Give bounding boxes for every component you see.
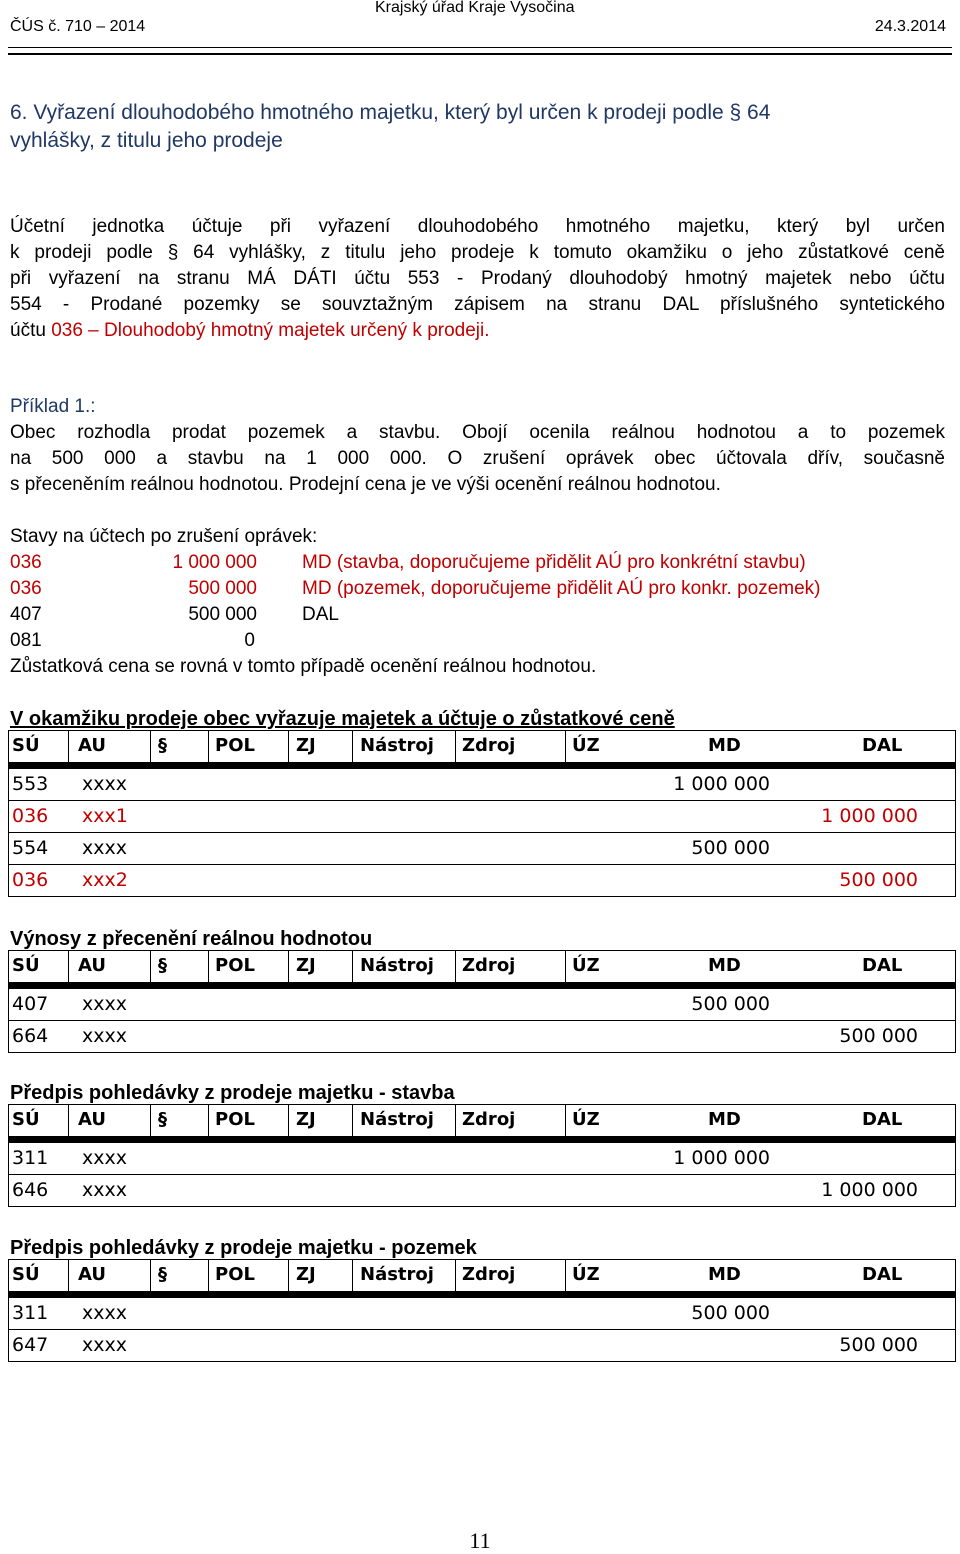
row-dal: 500 000 [839,1334,918,1356]
intro-paragraph [10,214,945,344]
column-divider [955,730,956,763]
balance-acct: 081 [10,630,42,651]
column-header: § [158,1264,167,1285]
row-su: 036 [12,869,49,891]
column-divider [352,950,353,983]
column-header: ÚZ [572,955,600,976]
balance-note: MD (stavba, doporučujeme přidělit AÚ pro konkrétní stavbu) [302,552,806,573]
row-md: 1 000 000 [673,773,770,795]
intro-account-036: 036 – Dlouhodobý hmotný majetek určený k prodeji. [51,320,490,341]
column-divider [565,950,566,983]
column-divider [455,950,456,983]
column-header: AU [78,955,106,976]
column-header: AU [78,735,106,756]
row-su: 311 [12,1147,49,1169]
column-header: SÚ [12,955,40,976]
row-au: xxxx [82,1025,127,1047]
column-header: Nástroj [360,1264,434,1285]
column-header: MD [708,1109,741,1130]
column-divider [352,1259,353,1292]
column-divider [352,730,353,763]
table-title: Předpis pohledávky z prodeje majetku - pozemek [10,1237,477,1259]
row-su: 407 [12,993,49,1015]
row-md: 500 000 [691,1302,770,1324]
example-line: Obec rozhodla prodat pozemek a stavbu. Obojí ocenila reálnou hodnotou a to pozemek [10,422,945,443]
row-su: 664 [12,1025,49,1047]
column-divider [208,730,209,763]
column-header: POL [215,1264,255,1285]
column-divider [955,1259,956,1292]
column-header: ZJ [296,1264,316,1285]
balance-acct: 036 [10,578,42,599]
column-divider [150,950,151,983]
header-center: Krajský úřad Kraje Vysočina [375,0,575,16]
table-row [8,1142,956,1175]
header-right: 24.3.2014 [874,18,946,35]
row-su: 646 [12,1179,49,1201]
column-divider [150,730,151,763]
column-header: MD [708,735,741,756]
table-row [8,768,956,801]
row-dal: 500 000 [839,1025,918,1047]
column-divider [288,950,289,983]
table-title: Výnosy z přecenění reálnou hodnotou [10,928,373,950]
intro-line: Účetní jednotka účtuje při vyřazení dlouhodobého hmotného majetku, který byl určen [10,216,945,237]
row-au: xxx2 [82,869,128,891]
column-header: Nástroj [360,1109,434,1130]
column-header: AU [78,1264,106,1285]
balance-acct: 036 [10,552,42,573]
column-header: DAL [862,955,903,976]
row-au: xxxx [82,1179,127,1201]
column-header: ZJ [296,1109,316,1130]
row-md: 500 000 [691,993,770,1015]
balance-amount: 1 000 000 [172,552,257,573]
column-header: DAL [862,1264,903,1285]
column-header: Nástroj [360,735,434,756]
row-au: xxxx [82,1147,127,1169]
balances-footer: Zůstatková cena se rovná v tomto případě ocenění reálnou hodnotou. [10,656,597,677]
column-divider [352,1104,353,1137]
row-dal: 500 000 [839,869,918,891]
column-header: Zdroj [462,1264,516,1285]
column-header: MD [708,955,741,976]
column-header: ÚZ [572,1264,600,1285]
column-header: SÚ [12,1109,40,1130]
intro-line: při vyřazení na stranu MÁ DÁTI účtu 553 - Prodaný dlouhodobý hmotný majetek nebo účtu [10,268,945,289]
intro-text: účtu [10,320,52,341]
column-divider [955,950,956,983]
intro-line: 554 - Prodané pozemky se souvztažným zápisem na stranu DAL příslušného syntetického [10,294,945,315]
intro-line: k prodeji podle § 64 vyhlášky, z titulu jeho prodeje k tomuto okamžiku o jeho zůstatkové ceně [10,242,945,263]
row-su: 553 [12,773,49,795]
column-header: AU [78,1109,106,1130]
balance-note: MD (pozemek, doporučujeme přidělit AÚ pro konkr. pozemek) [302,578,821,599]
row-md: 1 000 000 [673,1147,770,1169]
section-heading-line2: vyhlášky, z titulu jeho prodeje [10,129,283,152]
column-divider [150,1104,151,1137]
column-divider [208,950,209,983]
row-su: 036 [12,805,49,827]
column-header: ZJ [296,955,316,976]
balance-amount: 0 [244,630,255,651]
column-divider [208,1259,209,1292]
row-dal: 1 000 000 [821,805,918,827]
row-au: xxxx [82,1334,127,1356]
table-title: V okamžiku prodeje obec vyřazuje majetek a účtuje o zůstatkové ceně [10,708,675,730]
column-header: SÚ [12,1264,40,1285]
row-su: 554 [12,837,49,859]
column-header: POL [215,955,255,976]
column-divider [565,1259,566,1292]
column-header: DAL [862,735,903,756]
column-divider [455,1259,456,1292]
column-divider [150,1259,151,1292]
column-divider [455,1104,456,1137]
row-au: xxxx [82,1302,127,1324]
column-header: Nástroj [360,955,434,976]
section-heading-line1: 6. Vyřazení dlouhodobého hmotného majetku, který byl určen k prodeji podle § 64 [10,101,771,124]
column-divider [68,730,69,763]
column-header: DAL [862,1109,903,1130]
row-dal: 1 000 000 [821,1179,918,1201]
page-number: 11 [469,1528,491,1553]
column-header: Zdroj [462,955,516,976]
column-header: POL [215,1109,255,1130]
balance-acct: 407 [10,604,42,625]
column-divider [565,1104,566,1137]
row-su: 311 [12,1302,49,1324]
column-divider [68,1259,69,1292]
header-rule [8,47,952,55]
row-au: xxxx [82,773,127,795]
table-row [8,1297,956,1330]
column-header: ZJ [296,735,316,756]
column-divider [288,1104,289,1137]
column-header: Zdroj [462,735,516,756]
balance-amount: 500 000 [188,604,257,625]
column-header: POL [215,735,255,756]
header-left: ČÚS č. 710 – 2014 [10,18,146,35]
column-divider [565,730,566,763]
table-title: Předpis pohledávky z prodeje majetku - stavba [10,1082,455,1104]
row-au: xxxx [82,837,127,859]
row-au: xxx1 [82,805,128,827]
column-header: § [158,1109,167,1130]
row-md: 500 000 [691,837,770,859]
column-header: Zdroj [462,1109,516,1130]
column-header: MD [708,1264,741,1285]
balance-amount: 500 000 [188,578,257,599]
balances-title: Stavy na účtech po zrušení oprávek: [10,526,318,547]
column-divider [288,1259,289,1292]
row-au: xxxx [82,993,127,1015]
column-header: § [158,735,167,756]
column-header: ÚZ [572,735,600,756]
intro-line [10,318,945,344]
column-divider [955,1104,956,1137]
table-row [8,988,956,1021]
column-header: SÚ [12,735,40,756]
example-line: na 500 000 a stavbu na 1 000 000. O zrušení oprávek obec účtovala dřív, současně [10,448,945,469]
example-paragraph [10,420,945,498]
column-header: § [158,955,167,976]
example-title: Příklad 1.: [10,396,96,417]
table-row [8,832,956,865]
balance-note: DAL [302,604,339,625]
column-divider [68,1104,69,1137]
example-line: s přeceněním reálnou hodnotou. Prodejní cena je ve výši ocenění reálnou hodnotou. [10,474,721,495]
row-su: 647 [12,1334,49,1356]
column-divider [455,730,456,763]
column-header: ÚZ [572,1109,600,1130]
column-divider [208,1104,209,1137]
column-divider [288,730,289,763]
column-divider [68,950,69,983]
